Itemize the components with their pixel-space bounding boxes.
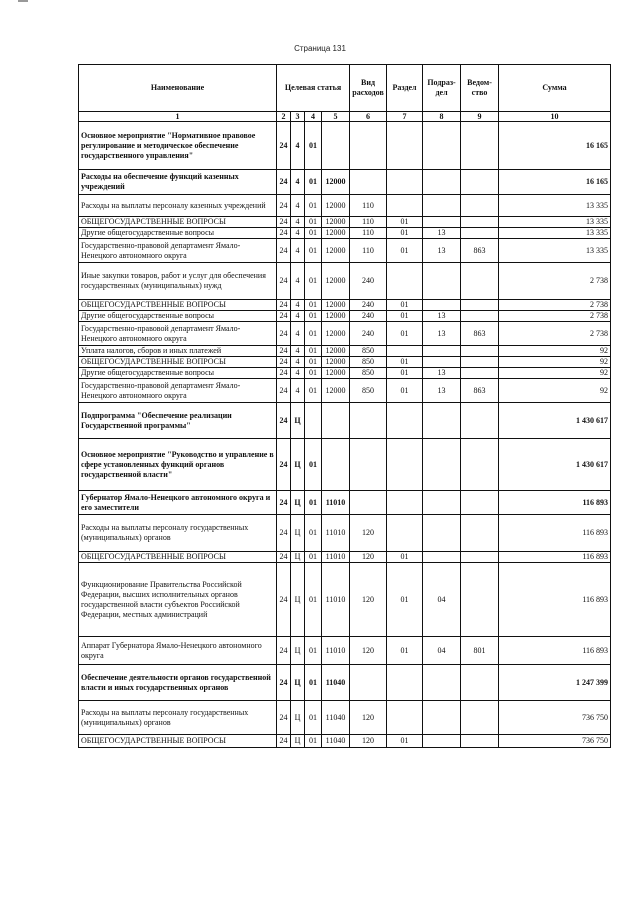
section-code: 01 xyxy=(387,379,423,403)
table-row xyxy=(79,322,611,346)
target-part-1: 24 xyxy=(277,515,291,552)
row-name: Государственно-правовой департамент Ямало-Ненецкого автономного округа xyxy=(79,239,277,263)
expense-type: 120 xyxy=(350,735,387,748)
target-part-4: 11010 xyxy=(322,491,350,515)
table-row xyxy=(79,122,611,170)
section-code xyxy=(387,439,423,491)
section-code: 01 xyxy=(387,228,423,239)
department-code xyxy=(461,300,499,311)
target-part-1: 24 xyxy=(277,379,291,403)
target-part-2: 4 xyxy=(291,322,305,346)
target-part-4: 12000 xyxy=(322,195,350,217)
header-sum: Сумма xyxy=(499,65,611,112)
subsection-code xyxy=(423,403,461,439)
target-part-1: 24 xyxy=(277,217,291,228)
section-code: 01 xyxy=(387,368,423,379)
scan-corner-mark xyxy=(18,0,28,2)
target-part-4: 11040 xyxy=(322,665,350,701)
expense-type: 120 xyxy=(350,637,387,665)
row-sum: 116 893 xyxy=(499,637,611,665)
row-sum: 13 335 xyxy=(499,195,611,217)
subsection-code: 04 xyxy=(423,637,461,665)
target-part-2: Ц xyxy=(291,637,305,665)
table-header-row xyxy=(79,65,611,112)
section-code xyxy=(387,170,423,195)
column-number: 2 xyxy=(277,112,291,122)
target-part-2: Ц xyxy=(291,552,305,563)
table-row xyxy=(79,379,611,403)
row-sum: 116 893 xyxy=(499,491,611,515)
target-part-4: 12000 xyxy=(322,379,350,403)
department-code: 801 xyxy=(461,637,499,665)
target-part-2: 4 xyxy=(291,357,305,368)
table-row xyxy=(79,357,611,368)
table-row xyxy=(79,228,611,239)
subsection-code: 13 xyxy=(423,368,461,379)
target-part-1: 24 xyxy=(277,368,291,379)
expense-type: 240 xyxy=(350,311,387,322)
target-part-3: 01 xyxy=(305,122,322,170)
row-name: Государственно-правовой департамент Ямало-Ненецкого автономного округа xyxy=(79,322,277,346)
row-name: ОБЩЕГОСУДАРСТВЕННЫЕ ВОПРОСЫ xyxy=(79,552,277,563)
target-part-4: 12000 xyxy=(322,263,350,300)
expense-type xyxy=(350,170,387,195)
target-part-1: 24 xyxy=(277,170,291,195)
target-part-4: 11040 xyxy=(322,701,350,735)
department-code xyxy=(461,311,499,322)
row-name: Расходы на выплаты персоналу государственных (муниципальных) органов xyxy=(79,701,277,735)
row-sum: 1 430 617 xyxy=(499,439,611,491)
target-part-3: 01 xyxy=(305,439,322,491)
target-part-3 xyxy=(305,403,322,439)
target-part-2: 4 xyxy=(291,195,305,217)
row-sum: 2 738 xyxy=(499,263,611,300)
row-name: Другие общегосударственные вопросы xyxy=(79,228,277,239)
target-part-3: 01 xyxy=(305,368,322,379)
expense-type xyxy=(350,491,387,515)
subsection-code: 13 xyxy=(423,311,461,322)
target-part-1: 24 xyxy=(277,552,291,563)
expense-type: 120 xyxy=(350,563,387,637)
row-sum: 92 xyxy=(499,346,611,357)
target-part-2: Ц xyxy=(291,701,305,735)
row-sum: 736 750 xyxy=(499,735,611,748)
row-sum: 92 xyxy=(499,357,611,368)
row-name: Другие общегосударственные вопросы xyxy=(79,311,277,322)
section-code xyxy=(387,195,423,217)
section-code: 01 xyxy=(387,552,423,563)
department-code: 863 xyxy=(461,379,499,403)
target-part-3: 01 xyxy=(305,311,322,322)
department-code xyxy=(461,170,499,195)
table-row xyxy=(79,515,611,552)
target-part-2: 4 xyxy=(291,379,305,403)
target-part-2: 4 xyxy=(291,346,305,357)
expense-type xyxy=(350,439,387,491)
target-part-3: 01 xyxy=(305,217,322,228)
section-code xyxy=(387,263,423,300)
row-sum: 16 165 xyxy=(499,122,611,170)
row-name: Основное мероприятие "Нормативное правовое регулирование и методическое обеспечение государственного управления" xyxy=(79,122,277,170)
row-sum: 2 738 xyxy=(499,300,611,311)
target-part-2: Ц xyxy=(291,563,305,637)
row-sum: 13 335 xyxy=(499,239,611,263)
expense-type xyxy=(350,122,387,170)
header-razdel: Раздел xyxy=(387,65,423,112)
target-part-1: 24 xyxy=(277,637,291,665)
table-row xyxy=(79,735,611,748)
target-part-4: 12000 xyxy=(322,346,350,357)
target-part-4: 11010 xyxy=(322,563,350,637)
table-row xyxy=(79,239,611,263)
target-part-3: 01 xyxy=(305,170,322,195)
section-code: 01 xyxy=(387,300,423,311)
section-code: 01 xyxy=(387,563,423,637)
table-row xyxy=(79,491,611,515)
target-part-4: 11010 xyxy=(322,552,350,563)
target-part-1: 24 xyxy=(277,346,291,357)
section-code: 01 xyxy=(387,311,423,322)
column-number: 5 xyxy=(322,112,350,122)
target-part-1: 24 xyxy=(277,439,291,491)
table-row xyxy=(79,217,611,228)
department-code xyxy=(461,403,499,439)
target-part-4: 12000 xyxy=(322,170,350,195)
target-part-2: Ц xyxy=(291,735,305,748)
department-code xyxy=(461,491,499,515)
column-number: 10 xyxy=(499,112,611,122)
row-sum: 1 430 617 xyxy=(499,403,611,439)
page-label: Страница 131 xyxy=(294,44,346,53)
table-row xyxy=(79,439,611,491)
target-part-4: 12000 xyxy=(322,300,350,311)
target-part-3: 01 xyxy=(305,195,322,217)
header-name: Наименование xyxy=(79,65,277,112)
row-sum: 116 893 xyxy=(499,515,611,552)
subsection-code: 13 xyxy=(423,379,461,403)
expense-type: 850 xyxy=(350,357,387,368)
target-part-1: 24 xyxy=(277,357,291,368)
section-code xyxy=(387,665,423,701)
row-name: Аппарат Губернатора Ямало-Ненецкого автономного округа xyxy=(79,637,277,665)
subsection-code xyxy=(423,735,461,748)
target-part-2: 4 xyxy=(291,263,305,300)
row-sum: 2 738 xyxy=(499,311,611,322)
column-number: 6 xyxy=(350,112,387,122)
target-part-3: 01 xyxy=(305,515,322,552)
department-code xyxy=(461,346,499,357)
target-part-4: 12000 xyxy=(322,357,350,368)
expense-type: 110 xyxy=(350,195,387,217)
column-number: 7 xyxy=(387,112,423,122)
header-podrazdel: Подраз-дел xyxy=(423,65,461,112)
department-code xyxy=(461,122,499,170)
row-name: ОБЩЕГОСУДАРСТВЕННЫЕ ВОПРОСЫ xyxy=(79,300,277,311)
row-sum: 16 165 xyxy=(499,170,611,195)
row-name: Другие общегосударственные вопросы xyxy=(79,368,277,379)
target-part-3: 01 xyxy=(305,239,322,263)
table-row xyxy=(79,300,611,311)
expense-type: 120 xyxy=(350,552,387,563)
subsection-code xyxy=(423,300,461,311)
column-number-row xyxy=(79,112,611,122)
expense-type: 240 xyxy=(350,300,387,311)
department-code xyxy=(461,263,499,300)
row-sum: 1 247 399 xyxy=(499,665,611,701)
target-part-3: 01 xyxy=(305,346,322,357)
table-row xyxy=(79,311,611,322)
target-part-3: 01 xyxy=(305,665,322,701)
table-row xyxy=(79,563,611,637)
row-name: Государственно-правовой департамент Ямало-Ненецкого автономного округа xyxy=(79,379,277,403)
section-code xyxy=(387,122,423,170)
target-part-4: 12000 xyxy=(322,368,350,379)
department-code xyxy=(461,357,499,368)
department-code xyxy=(461,368,499,379)
subsection-code xyxy=(423,217,461,228)
department-code: 863 xyxy=(461,239,499,263)
expense-type: 850 xyxy=(350,379,387,403)
target-part-4: 12000 xyxy=(322,311,350,322)
target-part-2: 4 xyxy=(291,300,305,311)
section-code: 01 xyxy=(387,357,423,368)
row-name: ОБЩЕГОСУДАРСТВЕННЫЕ ВОПРОСЫ xyxy=(79,217,277,228)
target-part-2: Ц xyxy=(291,491,305,515)
row-name: Уплата налогов, сборов и иных платежей xyxy=(79,346,277,357)
section-code: 01 xyxy=(387,735,423,748)
section-code: 01 xyxy=(387,322,423,346)
row-sum: 736 750 xyxy=(499,701,611,735)
row-sum: 116 893 xyxy=(499,563,611,637)
row-name: Основное мероприятие "Руководство и управление в сфере установленных функций органов государственной власти" xyxy=(79,439,277,491)
row-sum: 92 xyxy=(499,368,611,379)
target-part-1: 24 xyxy=(277,300,291,311)
subsection-code xyxy=(423,439,461,491)
target-part-2: 4 xyxy=(291,311,305,322)
row-name: ОБЩЕГОСУДАРСТВЕННЫЕ ВОПРОСЫ xyxy=(79,735,277,748)
target-part-4: 12000 xyxy=(322,322,350,346)
department-code xyxy=(461,515,499,552)
department-code xyxy=(461,665,499,701)
subsection-code: 13 xyxy=(423,239,461,263)
target-part-3: 01 xyxy=(305,491,322,515)
target-part-2: 4 xyxy=(291,368,305,379)
expense-type: 110 xyxy=(350,217,387,228)
target-part-2: Ц xyxy=(291,403,305,439)
section-code xyxy=(387,515,423,552)
target-part-1: 24 xyxy=(277,228,291,239)
subsection-code xyxy=(423,263,461,300)
table-row xyxy=(79,665,611,701)
row-name: Расходы на выплаты персоналу казенных учреждений xyxy=(79,195,277,217)
target-part-4: 12000 xyxy=(322,239,350,263)
target-part-1: 24 xyxy=(277,195,291,217)
department-code xyxy=(461,228,499,239)
target-part-1: 24 xyxy=(277,563,291,637)
target-part-1: 24 xyxy=(277,665,291,701)
row-name: Расходы на обеспечение функций казенных учреждений xyxy=(79,170,277,195)
expense-type: 120 xyxy=(350,701,387,735)
subsection-code xyxy=(423,195,461,217)
target-part-2: 4 xyxy=(291,217,305,228)
row-name: Иные закупки товаров, работ и услуг для обеспечения государственных (муниципальных) нужд xyxy=(79,263,277,300)
table-row xyxy=(79,263,611,300)
department-code xyxy=(461,735,499,748)
target-part-3: 01 xyxy=(305,735,322,748)
table-row xyxy=(79,346,611,357)
target-part-4 xyxy=(322,122,350,170)
row-name: Обеспечение деятельности органов государственной власти и иных государственных органов xyxy=(79,665,277,701)
table-row xyxy=(79,195,611,217)
department-code xyxy=(461,217,499,228)
target-part-2: Ц xyxy=(291,665,305,701)
header-vedomstvo: Ведом-ство xyxy=(461,65,499,112)
target-part-3: 01 xyxy=(305,263,322,300)
table-row xyxy=(79,637,611,665)
target-part-1: 24 xyxy=(277,311,291,322)
column-number: 4 xyxy=(305,112,322,122)
department-code: 863 xyxy=(461,322,499,346)
expense-type: 850 xyxy=(350,368,387,379)
table-row xyxy=(79,170,611,195)
target-part-3: 01 xyxy=(305,228,322,239)
target-part-1: 24 xyxy=(277,403,291,439)
department-code xyxy=(461,552,499,563)
target-part-4 xyxy=(322,403,350,439)
row-sum: 13 335 xyxy=(499,217,611,228)
subsection-code xyxy=(423,170,461,195)
target-part-2: 4 xyxy=(291,239,305,263)
target-part-3: 01 xyxy=(305,300,322,311)
target-part-1: 24 xyxy=(277,122,291,170)
header-vid: Вид расходов xyxy=(350,65,387,112)
target-part-4 xyxy=(322,439,350,491)
subsection-code xyxy=(423,701,461,735)
expense-type xyxy=(350,665,387,701)
department-code xyxy=(461,701,499,735)
target-part-3: 01 xyxy=(305,322,322,346)
target-part-1: 24 xyxy=(277,491,291,515)
row-name: Расходы на выплаты персоналу государственных (муниципальных) органов xyxy=(79,515,277,552)
target-part-4: 11010 xyxy=(322,515,350,552)
expense-type: 850 xyxy=(350,346,387,357)
column-number: 8 xyxy=(423,112,461,122)
target-part-1: 24 xyxy=(277,322,291,346)
subsection-code xyxy=(423,491,461,515)
row-name: ОБЩЕГОСУДАРСТВЕННЫЕ ВОПРОСЫ xyxy=(79,357,277,368)
table-row xyxy=(79,552,611,563)
section-code: 01 xyxy=(387,637,423,665)
section-code xyxy=(387,491,423,515)
target-part-2: Ц xyxy=(291,515,305,552)
expense-type: 120 xyxy=(350,515,387,552)
target-part-3: 01 xyxy=(305,563,322,637)
target-part-4: 12000 xyxy=(322,228,350,239)
budget-table xyxy=(78,64,611,748)
subsection-code: 13 xyxy=(423,228,461,239)
header-target: Целевая статья xyxy=(277,65,350,112)
table-row xyxy=(79,368,611,379)
target-part-3: 01 xyxy=(305,552,322,563)
department-code xyxy=(461,195,499,217)
section-code xyxy=(387,701,423,735)
target-part-3: 01 xyxy=(305,637,322,665)
department-code xyxy=(461,439,499,491)
section-code: 01 xyxy=(387,217,423,228)
column-number: 1 xyxy=(79,112,277,122)
target-part-2: 4 xyxy=(291,228,305,239)
target-part-3: 01 xyxy=(305,701,322,735)
target-part-2: 4 xyxy=(291,170,305,195)
target-part-3: 01 xyxy=(305,379,322,403)
row-sum: 92 xyxy=(499,379,611,403)
section-code: 01 xyxy=(387,239,423,263)
target-part-4: 11040 xyxy=(322,735,350,748)
expense-type: 240 xyxy=(350,322,387,346)
column-number: 3 xyxy=(291,112,305,122)
row-sum: 2 738 xyxy=(499,322,611,346)
expense-type: 240 xyxy=(350,263,387,300)
target-part-1: 24 xyxy=(277,263,291,300)
expense-type: 110 xyxy=(350,239,387,263)
target-part-1: 24 xyxy=(277,701,291,735)
subsection-code xyxy=(423,357,461,368)
target-part-3: 01 xyxy=(305,357,322,368)
target-part-1: 24 xyxy=(277,735,291,748)
table-row xyxy=(79,701,611,735)
target-part-2: 4 xyxy=(291,122,305,170)
row-name: Подпрограмма "Обеспечение реализации Государственной программы" xyxy=(79,403,277,439)
department-code xyxy=(461,563,499,637)
row-name: Губернатор Ямало-Ненецкого автономного округа и его заместители xyxy=(79,491,277,515)
table-row xyxy=(79,403,611,439)
column-number: 9 xyxy=(461,112,499,122)
row-name: Функционирование Правительства Российской Федерации, высших исполнительных органов государственной власти субъектов Российской Федерации, местных администраций xyxy=(79,563,277,637)
row-sum: 13 335 xyxy=(499,228,611,239)
target-part-1: 24 xyxy=(277,239,291,263)
section-code xyxy=(387,346,423,357)
subsection-code: 04 xyxy=(423,563,461,637)
subsection-code xyxy=(423,552,461,563)
subsection-code xyxy=(423,346,461,357)
subsection-code xyxy=(423,515,461,552)
expense-type: 110 xyxy=(350,228,387,239)
target-part-2: Ц xyxy=(291,439,305,491)
expense-type xyxy=(350,403,387,439)
subsection-code xyxy=(423,665,461,701)
row-sum: 116 893 xyxy=(499,552,611,563)
subsection-code: 13 xyxy=(423,322,461,346)
target-part-4: 11010 xyxy=(322,637,350,665)
subsection-code xyxy=(423,122,461,170)
section-code xyxy=(387,403,423,439)
table-body xyxy=(79,122,611,748)
target-part-4: 12000 xyxy=(322,217,350,228)
